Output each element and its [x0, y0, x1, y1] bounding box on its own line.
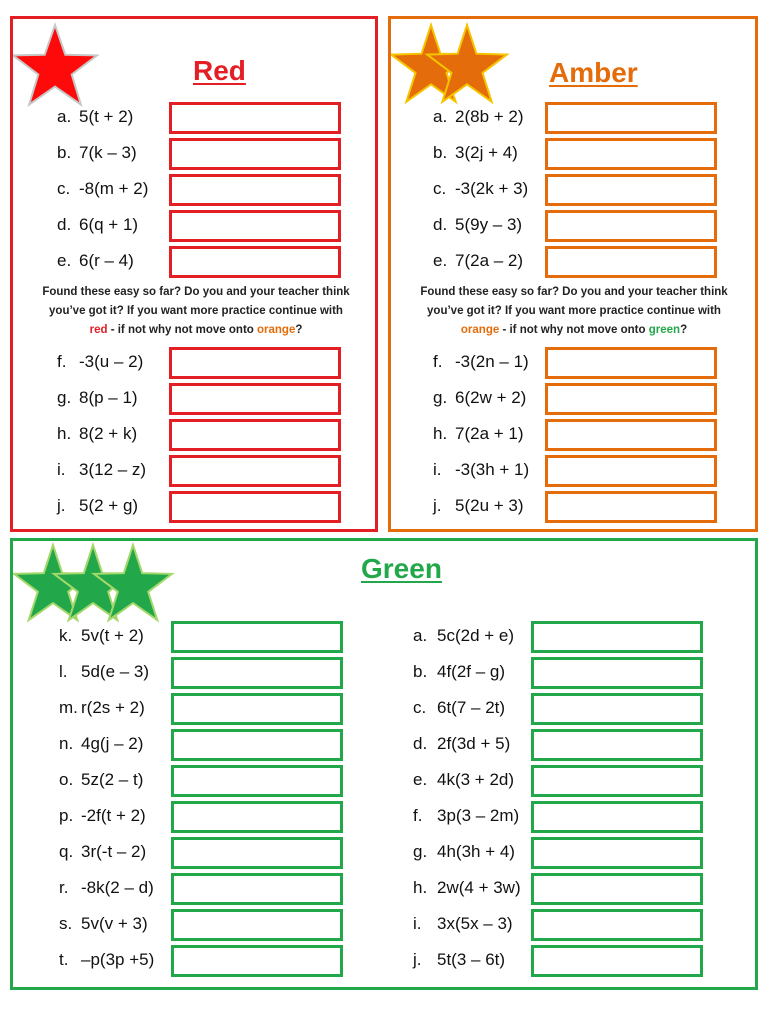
answer-box[interactable] — [545, 347, 717, 379]
green-question-list-left — [59, 621, 359, 981]
answer-box[interactable] — [169, 210, 341, 242]
question-expression: 8(2 + k) — [79, 424, 138, 443]
answer-box[interactable] — [531, 729, 703, 761]
question-row — [433, 246, 733, 282]
question-letter: d. — [433, 215, 448, 234]
answer-box[interactable] — [531, 621, 703, 653]
question-letter: e. — [57, 251, 72, 270]
question-expression: -3(u – 2) — [79, 352, 144, 371]
question-letter: t. — [59, 950, 69, 969]
question-expression: 3(2j + 4) — [455, 143, 518, 162]
amber-instructions: Found these easy so far? Do you and your teacher think you’ve got it? If you want more practice continue with orange - if not why not move onto green? — [420, 286, 728, 336]
question-letter: h. — [413, 878, 428, 897]
question-expression: 6(r – 4) — [79, 251, 134, 270]
question-expression: 5c(2d + e) — [437, 626, 515, 645]
question-letter: n. — [59, 734, 74, 753]
question-letter: h. — [433, 424, 448, 443]
answer-box[interactable] — [545, 138, 717, 170]
question-row — [57, 138, 357, 174]
question-letter: b. — [413, 662, 428, 681]
red-title: Red — [193, 55, 246, 86]
answer-box[interactable] — [171, 945, 343, 977]
question-letter: c. — [57, 179, 71, 198]
answer-box[interactable] — [531, 837, 703, 869]
question-row — [413, 621, 713, 657]
question-row — [433, 102, 733, 138]
question-letter: e. — [413, 770, 428, 789]
question-letter: s. — [59, 914, 73, 933]
answer-box[interactable] — [171, 873, 343, 905]
question-letter: i. — [413, 914, 422, 933]
question-expression: 3p(3 – 2m) — [437, 806, 520, 825]
question-letter: h. — [57, 424, 72, 443]
question-letter: o. — [59, 770, 74, 789]
question-expression: 6(2w + 2) — [455, 388, 527, 407]
amber-question-list-2 — [433, 347, 733, 527]
question-letter: g. — [57, 388, 72, 407]
question-row — [57, 455, 357, 491]
question-letter: i. — [57, 460, 66, 479]
question-letter: c. — [433, 179, 447, 198]
question-expression: -3(2k + 3) — [455, 179, 529, 198]
question-letter: f. — [413, 806, 423, 825]
answer-box[interactable] — [531, 909, 703, 941]
question-expression: 5t(3 – 6t) — [437, 950, 506, 969]
question-row — [57, 383, 357, 419]
question-letter: g. — [413, 842, 428, 861]
question-row — [413, 945, 713, 981]
answer-box[interactable] — [169, 383, 341, 415]
question-expression: 6(q + 1) — [79, 215, 139, 234]
answer-box[interactable] — [169, 138, 341, 170]
question-letter: r. — [59, 878, 69, 897]
answer-box[interactable] — [545, 174, 717, 206]
question-row — [57, 174, 357, 210]
question-expression: 5(2u + 3) — [455, 496, 524, 515]
answer-box[interactable] — [545, 455, 717, 487]
answer-box[interactable] — [171, 909, 343, 941]
question-row — [59, 837, 359, 873]
answer-box[interactable] — [531, 873, 703, 905]
amber-question-list-1 — [433, 102, 733, 282]
question-row — [59, 729, 359, 765]
answer-box[interactable] — [545, 246, 717, 278]
question-row — [413, 693, 713, 729]
question-row — [433, 138, 733, 174]
question-row — [413, 765, 713, 801]
question-row — [413, 729, 713, 765]
question-row — [433, 210, 733, 246]
question-expression: 4h(3h + 4) — [437, 842, 515, 861]
question-row — [57, 246, 357, 282]
question-expression: 7(2a – 2) — [455, 251, 524, 270]
question-expression: 2w(4 + 3w) — [437, 878, 521, 897]
question-row — [57, 102, 357, 138]
question-expression: 5v(v + 3) — [81, 914, 148, 933]
question-row — [59, 945, 359, 981]
answer-box[interactable] — [545, 102, 717, 134]
question-row — [413, 801, 713, 837]
question-letter: j. — [433, 496, 442, 515]
question-row — [433, 347, 733, 383]
question-letter: k. — [59, 626, 73, 645]
question-letter: c. — [413, 698, 427, 717]
question-expression: 4k(3 + 2d) — [437, 770, 515, 789]
red-panel — [10, 16, 378, 532]
question-letter: a. — [413, 626, 428, 645]
question-row — [413, 909, 713, 945]
answer-box[interactable] — [171, 621, 343, 653]
question-expression: 2(8b + 2) — [455, 107, 524, 126]
question-expression: 3x(5x – 3) — [437, 914, 513, 933]
amber-panel — [388, 16, 758, 532]
question-row — [433, 383, 733, 419]
question-row — [59, 801, 359, 837]
question-expression: 7(2a + 1) — [455, 424, 524, 443]
question-letter: j. — [57, 496, 66, 515]
question-row — [57, 491, 357, 527]
question-letter: l. — [59, 662, 68, 681]
question-letter: m. — [59, 698, 78, 717]
red-question-list-1 — [57, 102, 357, 282]
question-row — [59, 621, 359, 657]
question-row — [433, 419, 733, 455]
question-letter: a. — [433, 107, 448, 126]
green-question-list-right — [413, 621, 713, 981]
question-row — [57, 419, 357, 455]
question-expression: 4f(2f – g) — [437, 662, 506, 681]
answer-box[interactable] — [545, 383, 717, 415]
answer-box[interactable] — [169, 491, 341, 523]
green-panel — [10, 538, 758, 990]
question-expression: 5z(2 – t) — [81, 770, 144, 789]
question-letter: e. — [433, 251, 448, 270]
green-title: Green — [361, 553, 442, 584]
question-row — [433, 455, 733, 491]
question-expression: -3(2n – 1) — [455, 352, 529, 371]
question-expression: 6t(7 – 2t) — [437, 698, 506, 717]
question-row — [413, 873, 713, 909]
question-expression: -8(m + 2) — [79, 179, 149, 198]
answer-box[interactable] — [169, 246, 341, 278]
question-letter: i. — [433, 460, 442, 479]
red-instructions: Found these easy so far? Do you and your teacher think you’ve got it? If you want more practice continue with red - if not why not move onto orange? — [42, 286, 350, 336]
question-expression: r(2s + 2) — [81, 698, 145, 717]
answer-box[interactable] — [169, 419, 341, 451]
answer-box[interactable] — [531, 657, 703, 689]
question-expression: -8k(2 – d) — [81, 878, 154, 897]
red-question-list-2 — [57, 347, 357, 527]
question-expression: 2f(3d + 5) — [437, 734, 511, 753]
question-row — [59, 873, 359, 909]
question-row — [59, 909, 359, 945]
answer-box[interactable] — [171, 765, 343, 797]
answer-box[interactable] — [545, 210, 717, 242]
question-expression: -3(3h + 1) — [455, 460, 530, 479]
answer-box[interactable] — [171, 837, 343, 869]
question-row — [59, 765, 359, 801]
question-row — [59, 657, 359, 693]
answer-box[interactable] — [171, 801, 343, 833]
question-letter: g. — [433, 388, 448, 407]
question-expression: –p(3p +5) — [81, 950, 155, 969]
answer-box[interactable] — [169, 455, 341, 487]
question-expression: 5(t + 2) — [79, 107, 134, 126]
answer-box[interactable] — [531, 693, 703, 725]
question-letter: p. — [59, 806, 74, 825]
question-expression: 5v(t + 2) — [81, 626, 144, 645]
question-expression: 5(9y – 3) — [455, 215, 523, 234]
question-expression: 3(12 – z) — [79, 460, 147, 479]
question-letter: d. — [413, 734, 428, 753]
question-row — [413, 837, 713, 873]
answer-box[interactable] — [171, 693, 343, 725]
answer-box[interactable] — [171, 657, 343, 689]
question-expression: 8(p – 1) — [79, 388, 138, 407]
question-row — [59, 693, 359, 729]
question-row — [433, 174, 733, 210]
star-icon — [13, 19, 113, 109]
answer-box[interactable] — [531, 801, 703, 833]
answer-box[interactable] — [171, 729, 343, 761]
answer-box[interactable] — [531, 945, 703, 977]
question-expression: 4g(j – 2) — [81, 734, 144, 753]
answer-box[interactable] — [169, 102, 341, 134]
question-letter: f. — [57, 352, 67, 371]
question-row — [413, 657, 713, 693]
question-row — [433, 491, 733, 527]
question-expression: 3r(-t – 2) — [81, 842, 147, 861]
question-letter: q. — [59, 842, 74, 861]
question-letter: j. — [413, 950, 422, 969]
star-icon — [13, 541, 183, 625]
question-expression: -2f(t + 2) — [81, 806, 146, 825]
question-expression: 5d(e – 3) — [81, 662, 150, 681]
question-expression: 5(2 + g) — [79, 496, 139, 515]
question-row — [57, 347, 357, 383]
question-letter: f. — [433, 352, 443, 371]
answer-box[interactable] — [169, 347, 341, 379]
answer-box[interactable] — [531, 765, 703, 797]
answer-box[interactable] — [545, 419, 717, 451]
question-letter: a. — [57, 107, 72, 126]
question-letter: b. — [433, 143, 448, 162]
question-expression: 7(k – 3) — [79, 143, 137, 162]
amber-title: Amber — [549, 57, 638, 88]
star-icon — [391, 19, 521, 109]
question-letter: d. — [57, 215, 72, 234]
question-row — [57, 210, 357, 246]
question-letter: b. — [57, 143, 72, 162]
answer-box[interactable] — [169, 174, 341, 206]
answer-box[interactable] — [545, 491, 717, 523]
